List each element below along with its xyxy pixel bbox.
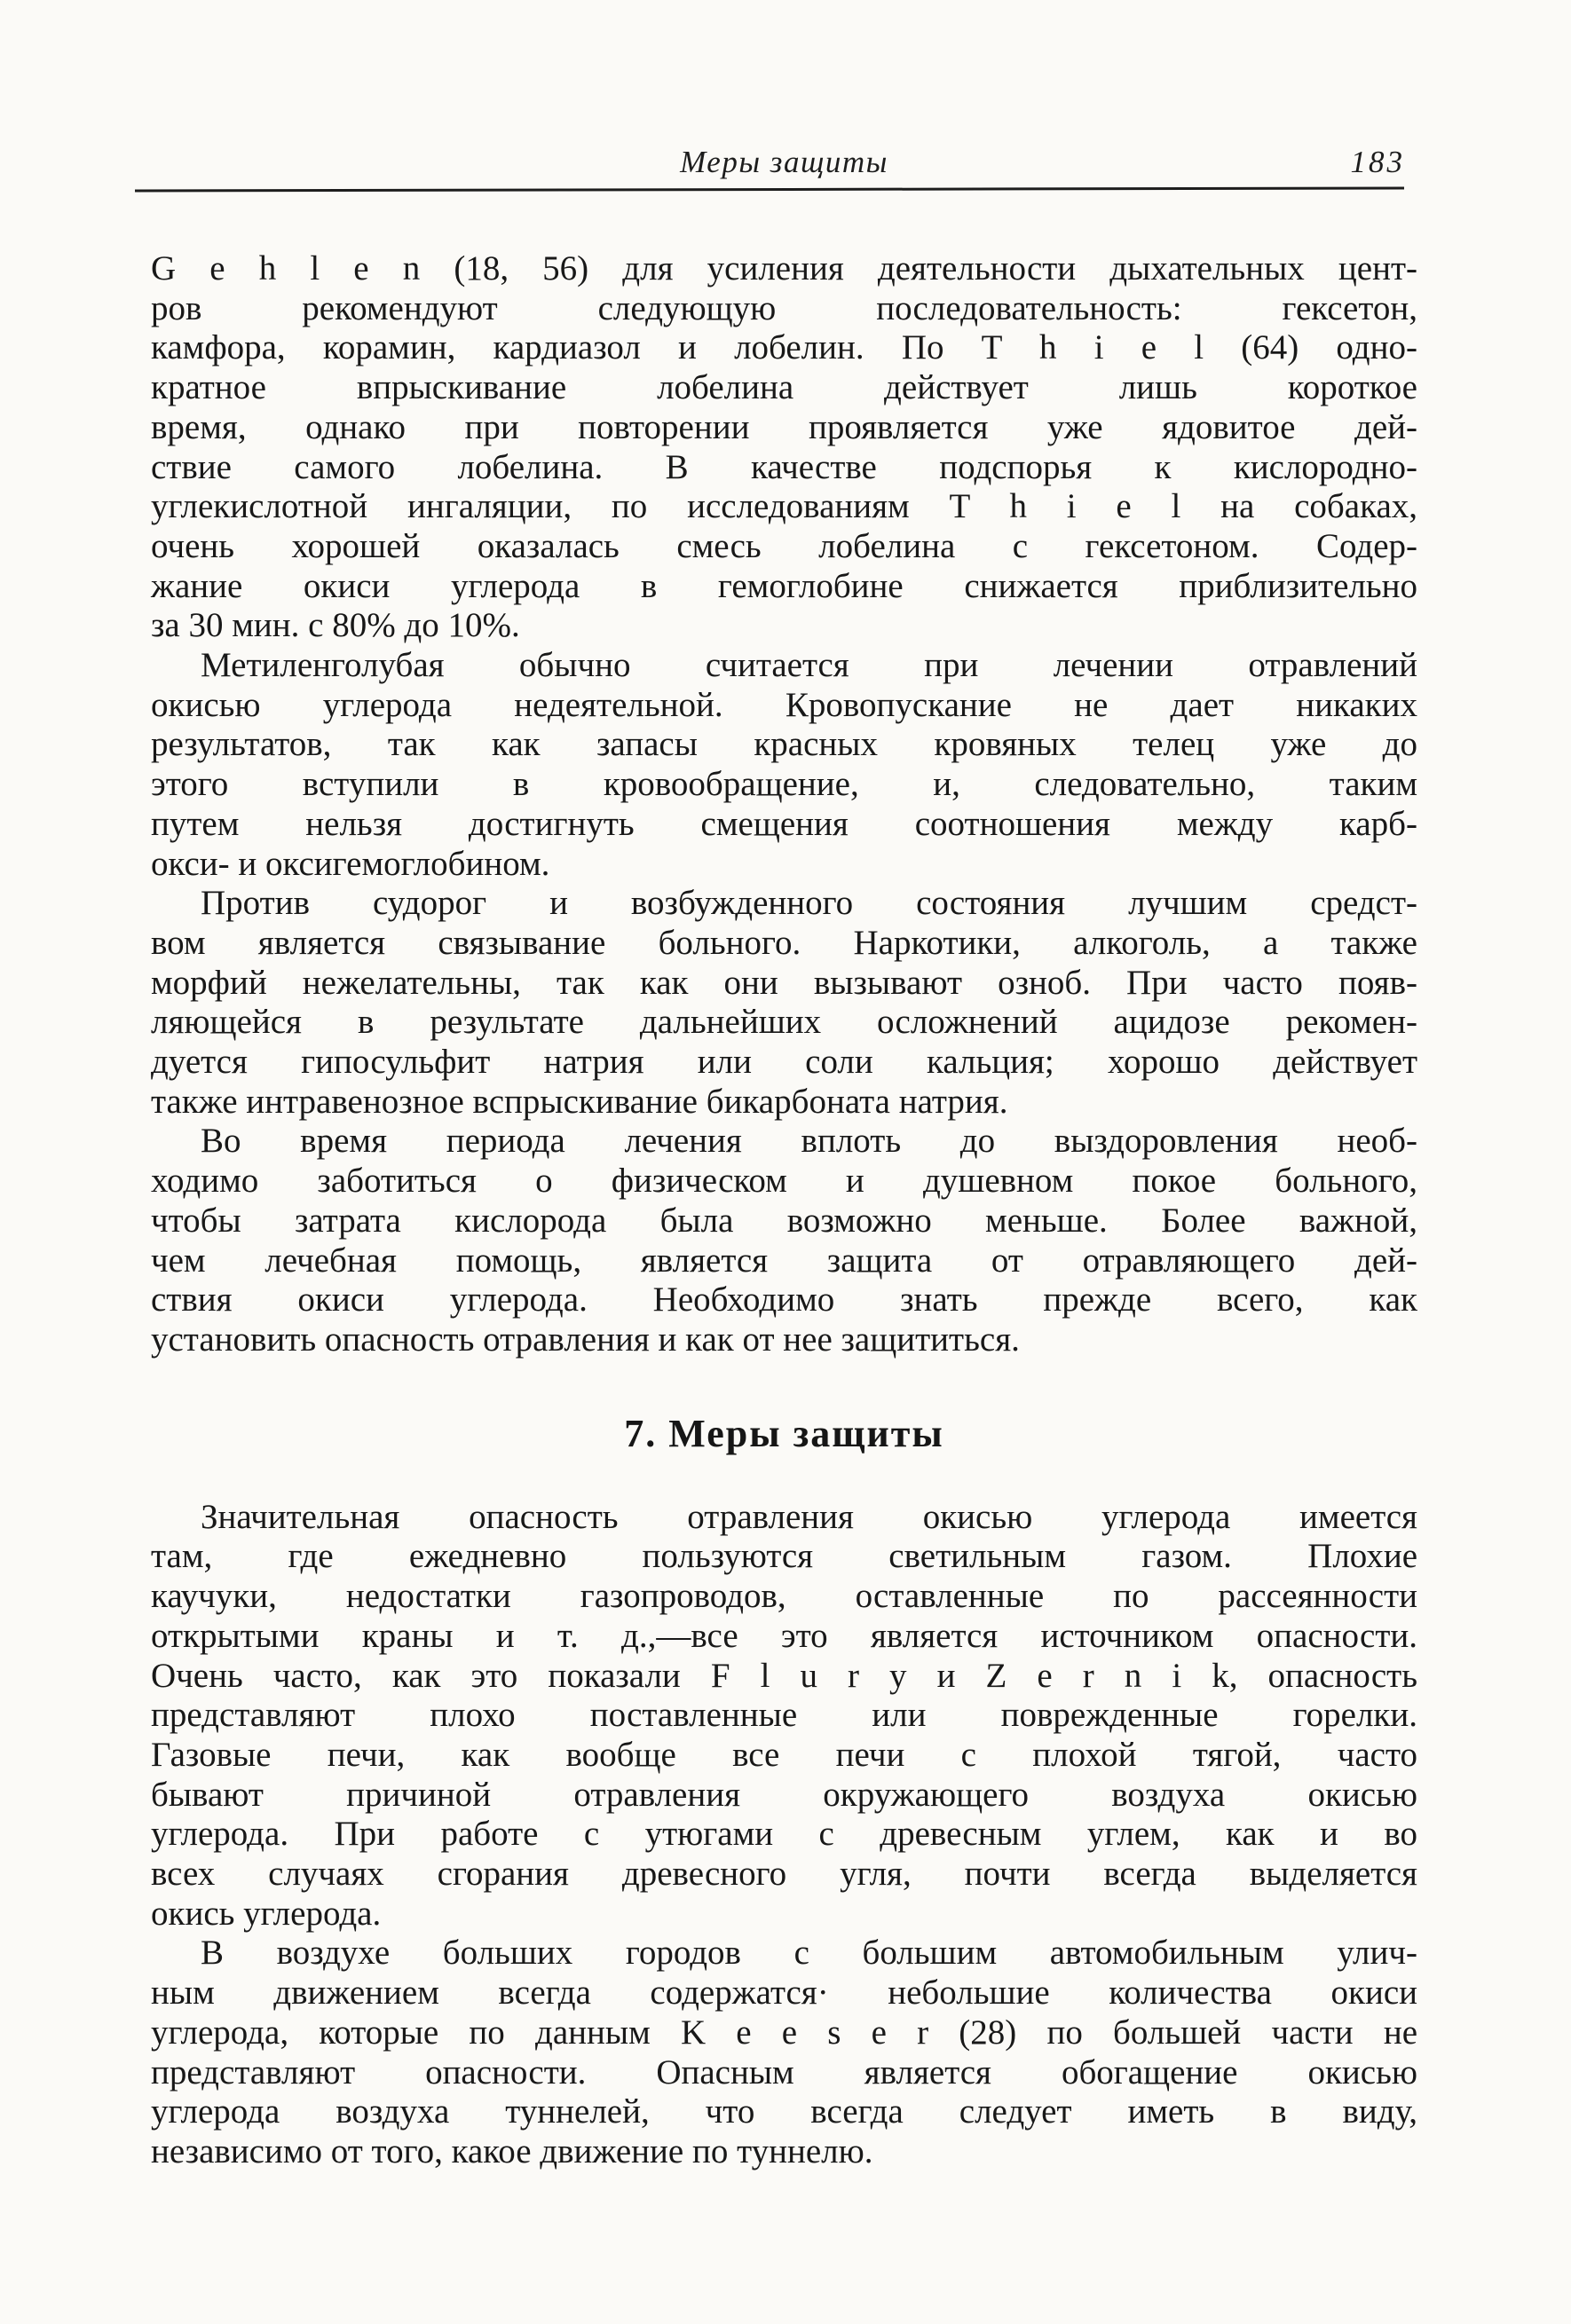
text-line: ходимо заботиться о физическом и душевном покое больного,: [151, 1162, 1417, 1201]
text-line: результатов, так как запасы красных кровяных телец уже до: [151, 725, 1417, 764]
text-line: Газовые печи, как вообще все печи с плохой тягой, часто: [151, 1735, 1417, 1774]
text-line: чем лечебная помощь, является защита от отравляющего дей-: [151, 1241, 1417, 1280]
page-body: [151, 249, 1417, 2172]
text-line: дуется гипосульфит натрия или соли кальция; хорошо действует: [151, 1043, 1417, 1082]
text-line: там, где ежедневно пользуются светильным газом. Плохие: [151, 1537, 1417, 1576]
text-line: жание окиси углерода в гемоглобине снижается приблизительно: [151, 566, 1417, 605]
text-line: углерода. При работе с утюгами с древесным углем, как и во: [151, 1815, 1417, 1854]
text-line: ным движением всегда содержатся· небольшие количества окиси: [151, 1973, 1417, 2013]
text-line: путем нельзя достигнуть смещения соотношения между карб-: [151, 804, 1417, 843]
paragraph: [151, 1122, 1417, 1359]
paragraph: [151, 249, 1417, 646]
running-header-title: Меры защиты: [680, 145, 888, 179]
text-line: независимо от того, какое движение по туннелю.: [151, 2131, 873, 2170]
text-line: Против судорог и возбужденного состояния лучшим средст-: [201, 884, 1417, 923]
text-line: этого вступили в кровообращение, и, следовательно, таким: [151, 765, 1417, 804]
text-line: ствие самого лобелина. В качестве подспорья к кислородно-: [151, 447, 1417, 486]
text-line: открытыми краны и т. д.,—все это является источником опасности.: [151, 1616, 1417, 1655]
text-line: время, однако при повторении проявляется уже ядовитое дей-: [151, 407, 1417, 446]
text-line: кратное впрыскивание лобелина действует лишь короткое: [151, 368, 1417, 407]
header-rule: [135, 187, 1404, 193]
paragraph: [151, 1934, 1417, 2171]
text-line: Значительная опасность отравления окисью углерода имеется: [201, 1497, 1417, 1536]
text-line: окисью углерода недеятельной. Кровопускание не дает никаких: [151, 685, 1417, 724]
text-line: всех случаях сгорания древесного угля, почти всегда выделяется: [151, 1855, 1417, 1894]
text-line: очень хорошей оказалась смесь лобелина с гексетоном. Содер-: [151, 526, 1417, 565]
text-line: Очень часто, как это показали F l u r y и Z e r n i k, опасность: [151, 1656, 1417, 1695]
text-line: ров рекомендуют следующую последовательность: гексетон,: [151, 288, 1417, 327]
text-line: ляющейся в результате дальнейших осложнений ацидозе рекомен-: [151, 1003, 1417, 1042]
text-line: за 30 мин. с 80% до 10%.: [151, 606, 520, 645]
text-line: окись углерода.: [151, 1894, 382, 1933]
text-line: углерода, которые по данным K e e s e r (28) по большей части не: [151, 2013, 1417, 2052]
text-line: В воздухе больших городов с большим автомобильным улич-: [201, 1934, 1417, 1973]
text-line: представляют опасности. Опасным является обогащение окисью: [151, 2052, 1417, 2092]
text-line: Во время периода лечения вплоть до выздоровления необ-: [201, 1122, 1417, 1161]
running-header: [151, 145, 1417, 185]
text-line: углекислотной ингаляции, по исследованиям T h i e l на собаках,: [151, 487, 1417, 526]
text-line: вом является связывание больного. Наркотики, алкоголь, а также: [151, 923, 1417, 962]
text-line: углерода воздуха туннелей, что всегда следует иметь в виду,: [151, 2092, 1417, 2131]
text-line: представляют плохо поставленные или поврежденные горелки.: [151, 1696, 1417, 1735]
page-number: 183: [1350, 145, 1405, 179]
text-line: G e h l e n (18, 56) для усиления деятельности дыхательных цент-: [151, 249, 1417, 288]
paragraph: [151, 646, 1417, 884]
text-line: бывают причиной отравления окружающего воздуха окисью: [151, 1775, 1417, 1814]
paragraph: [151, 884, 1417, 1122]
text-line: также интравенозное вспрыскивание бикарбоната натрия.: [151, 1082, 1008, 1121]
section-heading: 7. Меры защиты: [624, 1411, 944, 1455]
text-line: окси- и оксигемоглобином.: [151, 844, 550, 883]
text-line: Метиленголубая обычно считается при лечении отравлений: [201, 646, 1417, 685]
paragraph: [151, 1498, 1417, 1934]
text-line: установить опасность отравления и как от нее защититься.: [151, 1320, 1020, 1359]
text-line: морфий нежелательны, так как они вызывают озноб. При часто появ-: [151, 963, 1417, 1002]
text-line: камфора, корамин, кардиазол и лобелин. По T h i e l (64) одно-: [151, 328, 1417, 367]
text-line: каучуки, недостатки газопроводов, оставленные по рассеянности: [151, 1577, 1417, 1616]
text-line: ствия окиси углерода. Необходимо знать прежде всего, как: [151, 1280, 1417, 1320]
text-line: чтобы затрата кислорода была возможно меньше. Более важной,: [151, 1201, 1417, 1240]
